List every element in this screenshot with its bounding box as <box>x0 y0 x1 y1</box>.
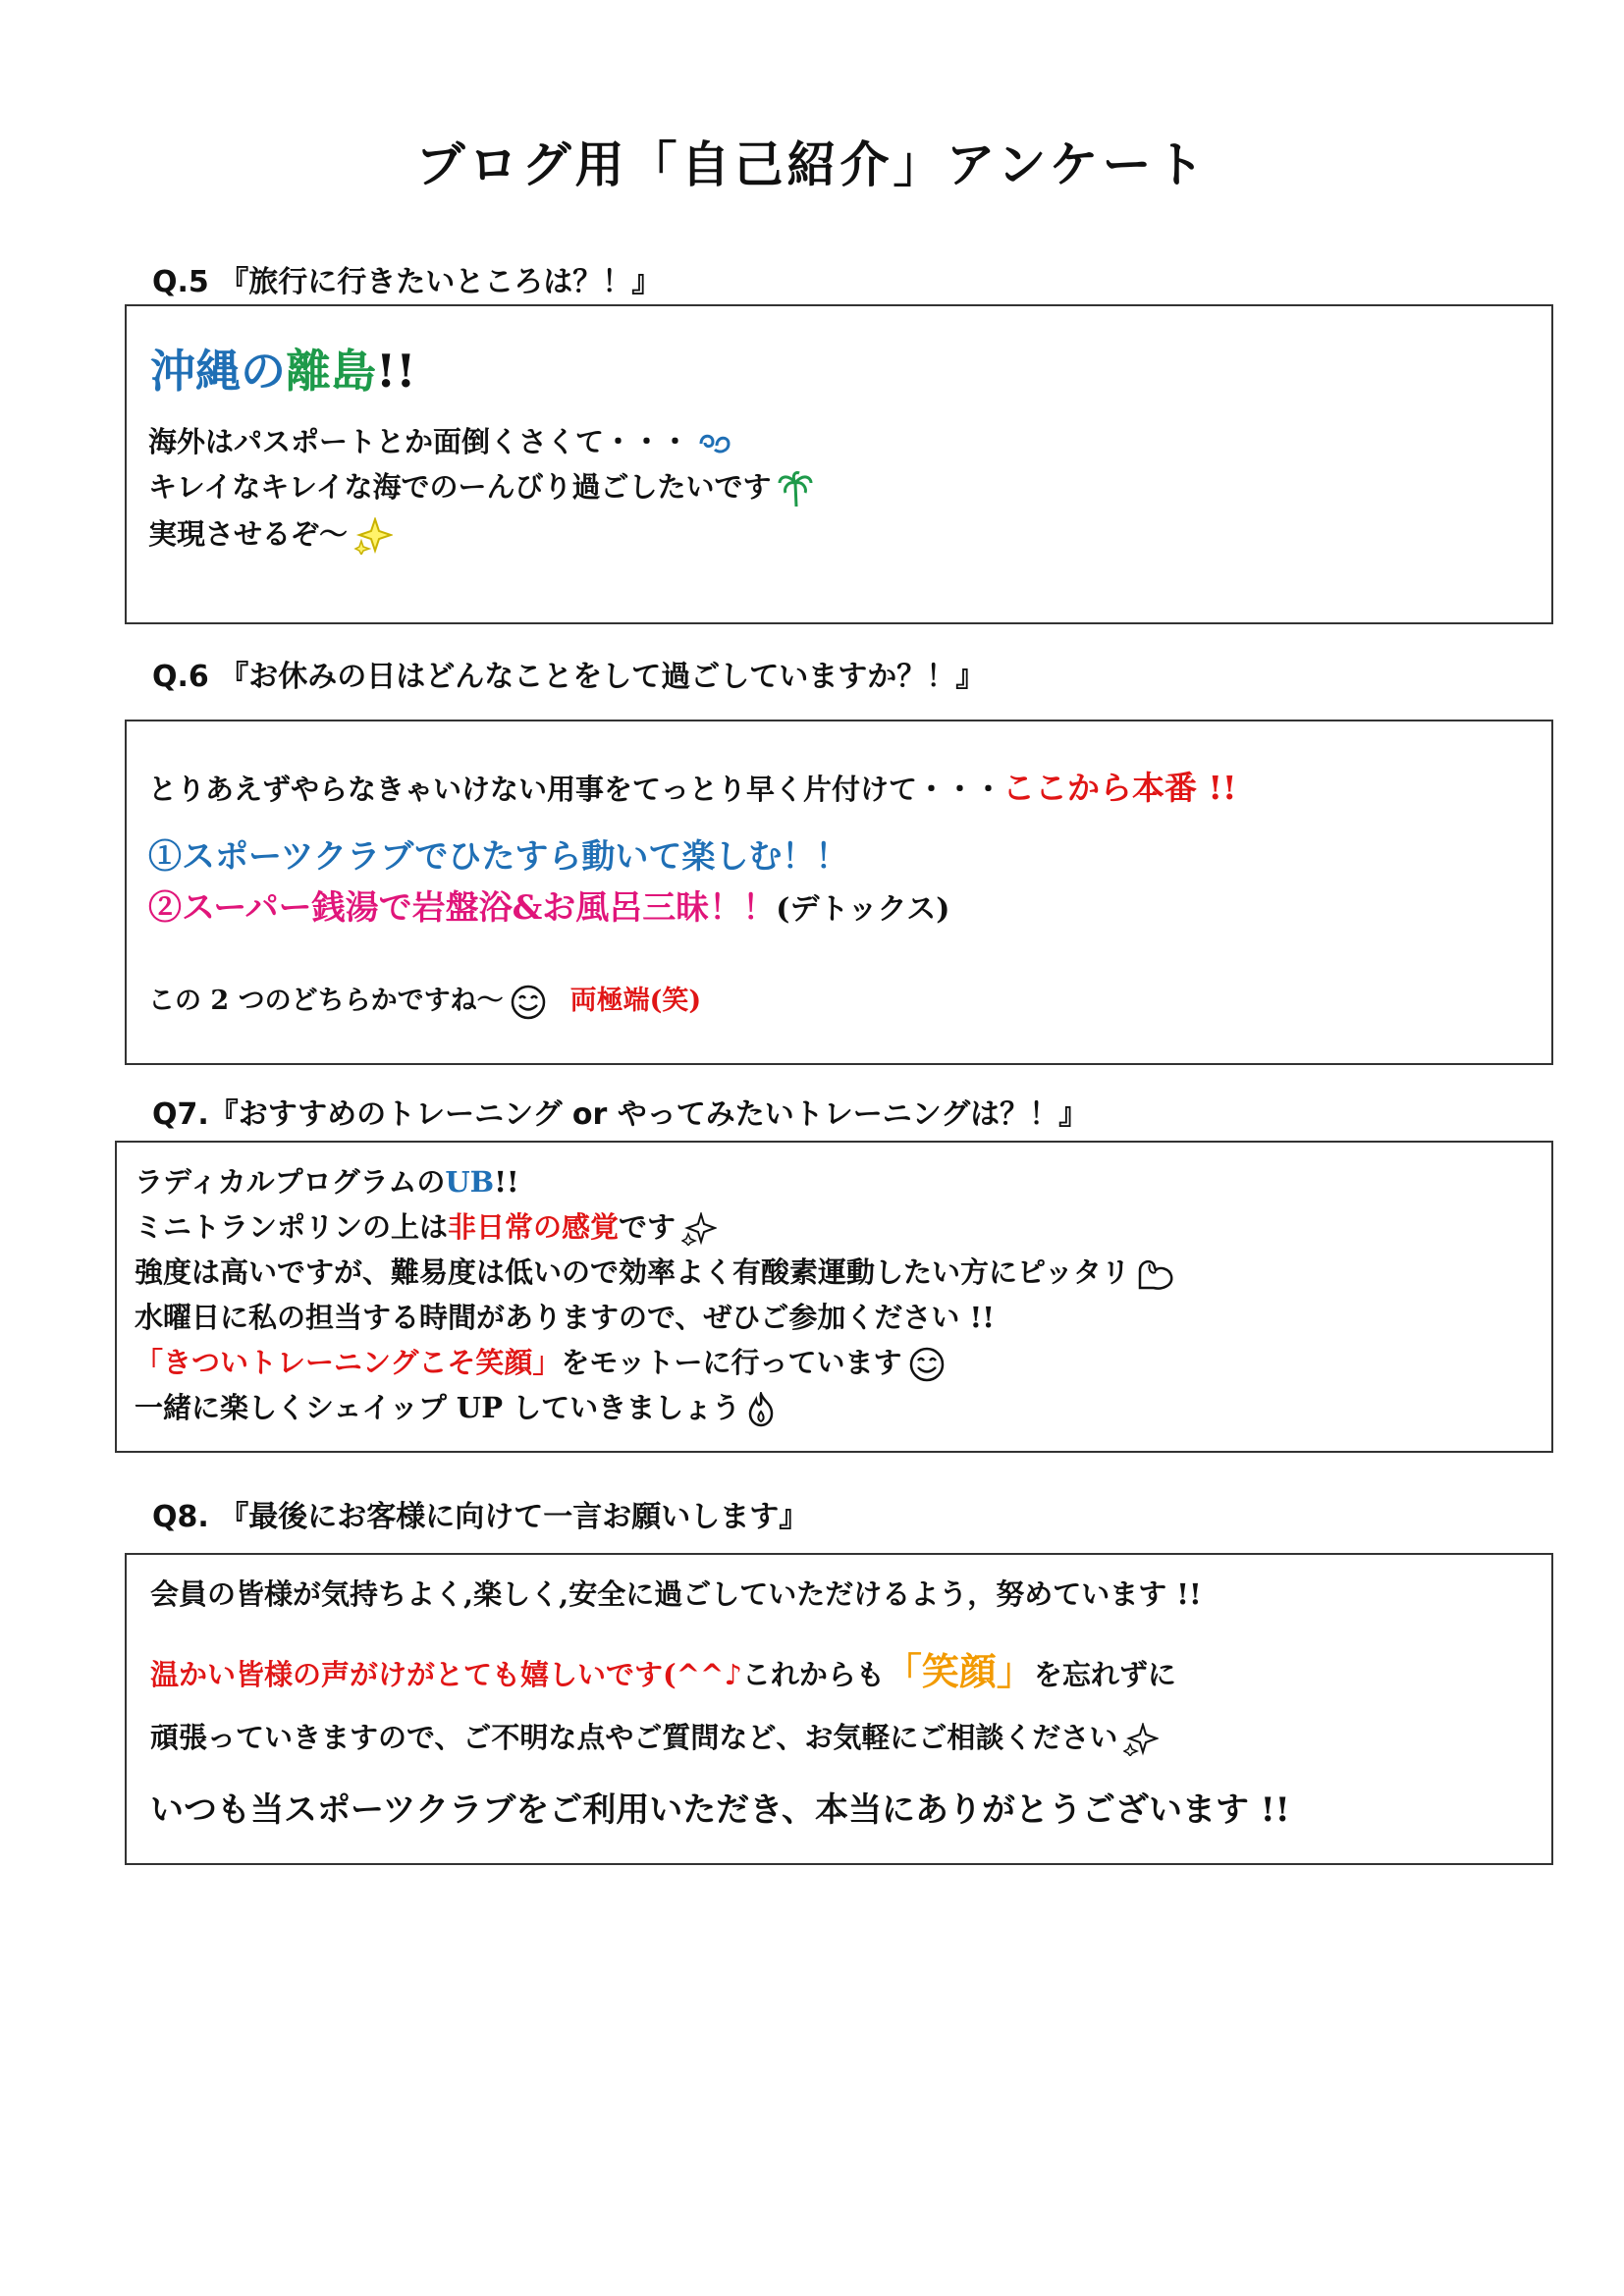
q5-answer-exclaim: !! <box>376 345 416 398</box>
q8-line-2-thanks: 温かい皆様の声がけがとても嬉しいです(^^♪ <box>150 1658 742 1691</box>
question-5: Q.5 『旅行に行きたいところは？！』 <box>152 265 662 299</box>
q8-line-2: 温かい皆様の声がけがとても嬉しいです(^^♪これからも「笑顔」を忘れずに <box>150 1649 1176 1693</box>
q7-line-2: ミニトランポリンの上は非日常の感覚です <box>135 1205 717 1246</box>
q6-item-2-circle: ② <box>148 888 182 928</box>
question-7: Q7.『おすすめのトレーニング or やってみたいトレーニングは？！』 <box>152 1097 1089 1132</box>
q7-line-6: 一緒に楽しくシェイップ UP していきましょう <box>135 1386 776 1427</box>
q7-line-1-ub: UB <box>445 1165 495 1199</box>
question-8: Q8. 『最後にお客様に向けて一言お願いします』 <box>152 1500 809 1534</box>
q6-item-2-note: (デトックス) <box>776 892 950 927</box>
sparkle-icon <box>353 517 393 555</box>
answer-box-5 <box>125 304 1553 624</box>
q6-item-2-text: スーパー銭湯で岩盤浴&お風呂三昧！！ <box>182 888 777 928</box>
smile-icon <box>510 984 547 1021</box>
q6-line-last: この 2 つのどちらかですね～ 両極端(笑) <box>148 979 701 1021</box>
q8-line-1: 会員の皆様が気持ちよく,楽しく,安全に過ごしていただけるよう，努めています !! <box>150 1577 1202 1611</box>
q5-answer-island: 離島 <box>286 345 376 398</box>
sparkle-icon <box>681 1212 717 1246</box>
q6-item-1: ①スポーツクラブでひたすら動いて楽しむ！！ <box>148 837 849 877</box>
q7-line-3: 強度は高いですが、難易度は低いので効率よく有酸素運動したい方にピッタリ <box>135 1251 1175 1292</box>
q7-line-2-highlight: 非日常の感覚 <box>448 1210 620 1244</box>
q7-line-5: 「きついトレーニングこそ笑顔」をモットーに行っています <box>135 1341 946 1383</box>
swirl-icon <box>695 428 734 459</box>
answer-box-8 <box>125 1553 1553 1865</box>
q7-line-5-motto: 「きついトレーニングこそ笑顔」 <box>135 1346 562 1379</box>
q6-line-1-highlight: ここから本番 !! <box>1002 769 1237 807</box>
q5-answer-okinawa: 沖縄の <box>150 345 286 398</box>
q6-line-1: とりあえずやらなきゃいけない用事をてっとり早く片付けて・・・ここから本番 !! <box>148 769 1237 807</box>
answer-box-7 <box>115 1141 1553 1453</box>
palm-tree-icon <box>778 469 813 508</box>
flexed-arm-icon <box>1136 1256 1175 1292</box>
smile-icon <box>908 1346 946 1383</box>
q7-line-4: 水曜日に私の担当する時間がありますので、ぜひご参加ください !! <box>135 1301 995 1334</box>
question-6: Q.6 『お休みの日はどんなことをして過ごしていますか？！』 <box>152 660 986 694</box>
q8-line-3: 頑張っていきますので、ご不明な点やご質問など、お気軽にご相談ください <box>150 1716 1159 1756</box>
sparkle-icon <box>1123 1723 1159 1756</box>
q5-line-1: 海外はパスポートとか面倒くさくて・・・ <box>148 420 734 460</box>
q5-line-3: 実現させるぞ～ <box>148 512 393 555</box>
q8-line-4: いつも当スポーツクラブをご利用いただき、本当にありがとうございます !! <box>150 1790 1290 1830</box>
q6-item-2 <box>148 881 950 929</box>
q6-line-last-highlight: 両極端(笑) <box>569 986 702 1016</box>
answer-box-6 <box>125 720 1553 1065</box>
q8-line-2-smile-word: 「笑顔」 <box>884 1649 1034 1693</box>
fire-icon <box>746 1392 776 1427</box>
page-title: ブログ用「自己紹介」アンケート <box>415 135 1209 193</box>
q5-line-2: キレイなキレイな海でのーんびり過ごしたいです <box>148 465 813 508</box>
q7-line-1: ラディカルプログラムのUB!! <box>135 1165 519 1199</box>
q5-answer-headline <box>150 336 415 400</box>
